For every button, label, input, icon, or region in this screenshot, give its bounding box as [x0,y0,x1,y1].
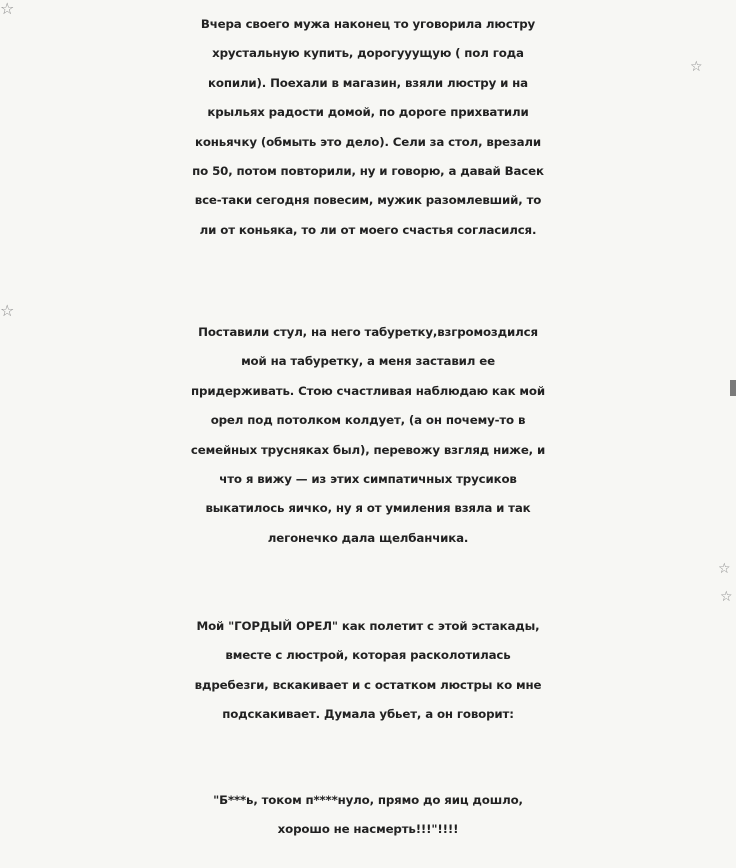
star-icon: ☆ [718,561,731,577]
edge-mark [730,380,736,396]
paragraph-4 [8,786,728,845]
paragraph-1 [8,10,728,245]
text-line: придерживать. Стою счастливая наблюдаю как мой [191,383,545,398]
text-line: хорошо не насмерть!!!"!!!! [277,822,459,837]
text-line: Мой "ГОРДЫЙ ОРЕЛ" как полетит с этой эстакады, [196,619,540,633]
paragraph-2 [8,318,728,553]
paragraph-3 [8,612,728,730]
text-line: по 50, потом повторили, ну и говорю, а давай Васек [192,164,544,179]
text-line: крыльях радости домой, по дороге прихватили [207,105,529,120]
text-line: копили). Поехали в магазин, взяли люстру и на [208,75,528,90]
text-line: вдребезги, вскакивает и с остатком люстры ко мне [194,677,542,692]
text-line: Вчера своего мужа наконец то уговорила люстру [200,17,536,31]
text-line: мой на табуретку, а меня заставил ее [241,354,495,369]
star-icon: ☆ [690,59,703,75]
text-line: орел под потолком колдует, (а он почему-то в [210,413,526,428]
star-icon: ☆ [0,301,15,320]
text-line: коньячку (обмыть это дело). Сели за стол, врезали [195,134,541,149]
text-line: все-таки сегодня повесим, мужик разомлевший, то [194,193,542,208]
star-icon: ☆ [0,0,15,18]
text-line: легонечко дала щелбанчика. [267,530,469,545]
text-line: Поставили стул, на него табуретку,взгромоздился [198,325,538,339]
text-line: ли от коньяка, то ли от моего счастья согласился. [199,222,537,237]
text-line: выкатилось яичко, ну я от умиления взяла и так [205,501,531,516]
text-line: подскакивает. Думала убьет, а он говорит: [222,707,514,722]
text-line: что я вижу — из этих симпатичных трусиков [219,472,517,487]
text-line: хрустальную купить, дорогууущую ( пол года [212,46,524,61]
text-line: семейных трусняках был), перевожу взгляд ниже, и [190,442,546,457]
text-line: вместе с люстрой, которая расколотилась [225,648,511,663]
star-icon: ☆ [720,589,733,605]
text-line: "Б***ь, током п****нуло, прямо до яиц дошло, [213,793,523,807]
